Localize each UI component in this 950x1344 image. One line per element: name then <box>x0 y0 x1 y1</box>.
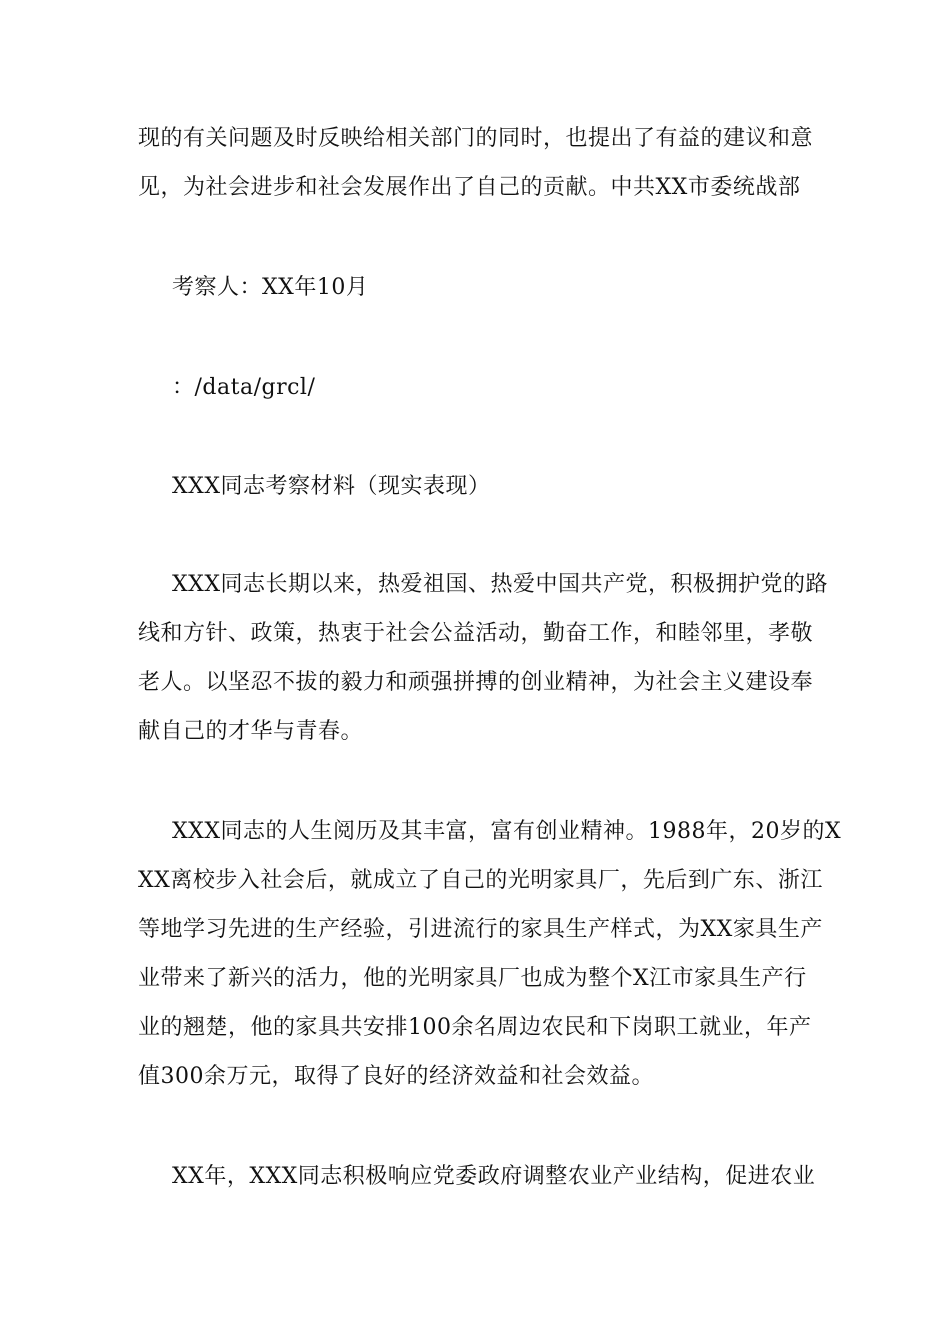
paragraph-line: 线和方针、政策，热衷于社会公益活动，勤奋工作，和睦邻里，孝敬 <box>138 621 814 646</box>
section-title: XXX同志考察材料（现实表现） <box>172 474 491 499</box>
inspector-date-line: 考察人：XX年10月 <box>172 275 369 300</box>
paragraph-line: 老人。以坚忍不拔的毅力和顽强拼搏的创业精神，为社会主义建设奉 <box>138 670 814 695</box>
paragraph-line: XX年，XXX同志积极响应党委政府调整农业产业结构，促进农业 <box>172 1164 816 1189</box>
paragraph-line: XXX同志的人生阅历及其丰富，富有创业精神。1988年，20岁的X <box>172 819 842 844</box>
paragraph-line: XX离校步入社会后，就成立了自己的光明家具厂，先后到广东、浙江 <box>138 868 823 893</box>
paragraph-line: 献自己的才华与青春。 <box>138 719 364 744</box>
paragraph-line: 等地学习先进的生产经验，引进流行的家具生产样式，为XX家具生产 <box>138 917 823 942</box>
text-line: 现的有关问题及时反映给相关部门的同时，也提出了有益的建议和意 <box>138 126 814 151</box>
source-path-line: ：/data/grcl/ <box>172 375 316 400</box>
paragraph-line: 业带来了新兴的活力，他的光明家具厂也成为整个X江市家具生产行 <box>138 966 807 991</box>
text-line: 见，为社会进步和社会发展作出了自己的贡献。中共XX市委统战部 <box>138 175 801 200</box>
paragraph-line: XXX同志长期以来，热爱祖国、热爱中国共产党，积极拥护党的路 <box>172 572 828 597</box>
paragraph-line: 值300余万元，取得了良好的经济效益和社会效益。 <box>138 1064 654 1089</box>
paragraph-line: 业的翘楚，他的家具共安排100余名周边农民和下岗职工就业，年产 <box>138 1015 812 1040</box>
